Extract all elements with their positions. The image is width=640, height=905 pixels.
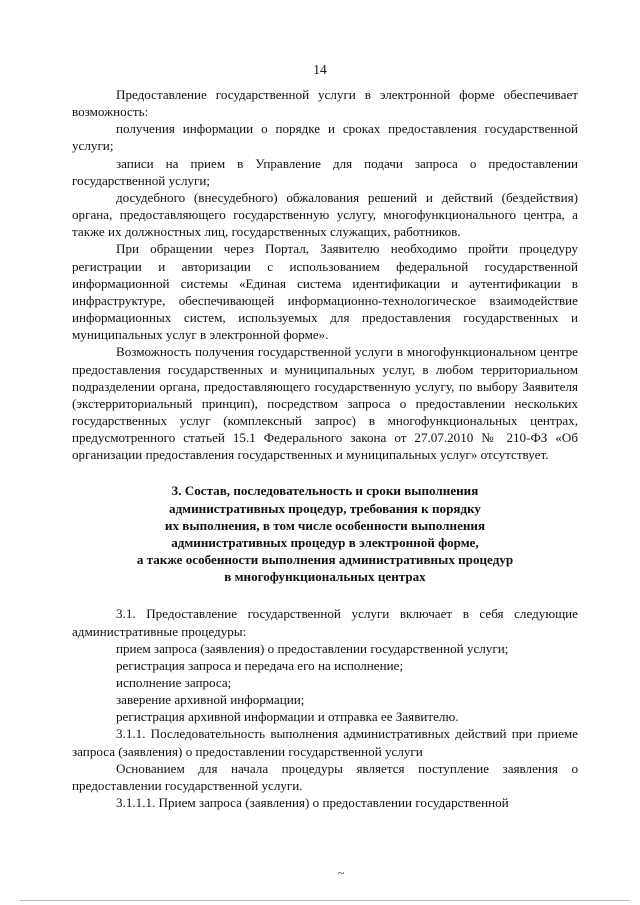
list-item: прием запроса (заявления) о предоставлении государственной услуги;: [116, 640, 509, 656]
paragraph: получения информации о порядке и сроках предоставления государственной услуги;: [72, 121, 578, 154]
scan-mark: ~: [338, 866, 345, 880]
paragraph: 3.1.1. Последовательность выполнения административных действий при приеме запроса (заявления) о предоставлении государственной услуги: [72, 726, 578, 759]
paragraph: При обращении через Портал, Заявителю необходимо пройти процедуру регистрации и авторизации с использованием федеральной государственной информационной системы «Единая система идентификации и аутентификации в инфраструктуре, обеспечивающей информационно-технологическое взаимодействие информационных систем, используемых для предоставления государственных и муниципальных услуг в электронной форме».: [72, 241, 578, 343]
paragraph: досудебного (внесудебного) обжалования решений и действий (бездействия) органа, предоставляющего государственную услугу, многофункционального центра, а также их должностных лиц, государственных служащих, работников.: [72, 189, 578, 240]
section-heading-line: в многофункциональных центрах: [224, 569, 426, 585]
page-number: 14: [313, 62, 327, 77]
section-heading-line: а также особенности выполнения административных процедур: [136, 552, 514, 568]
paragraph: 3.1. Предоставление государственной услуги включает в себя следующие административные процедуры:: [72, 606, 578, 639]
paragraph: Возможность получения государственной услуги в многофункциональном центре предоставления государственных и муниципальных услуг, в любом территориальном подразделении органа, предоставляющего государственную услугу, по выбору Заявителя (экстерриториальный принцип), посредством запроса о предоставлении нескольких государственных услуг (комплексный запрос) в многофункциональных центрах, предусмотренного статьей 15.1 Федерального закона от 27.07.2010 № 210-ФЗ «Об организации предоставления государственных и муниципальных услуг» отсутствует.: [72, 344, 578, 463]
scan-edge-line: [20, 900, 630, 901]
list-item: регистрация архивной информации и отправка ее Заявителю.: [116, 709, 459, 725]
paragraph: Предоставление государственной услуги в электронной форме обеспечивает возможность:: [72, 87, 578, 120]
document-body: [72, 86, 578, 811]
paragraph: 3.1.1.1. Прием запроса (заявления) о предоставлении государственной: [116, 795, 509, 811]
paragraph: записи на прием в Управление для подачи запроса о предоставлении государственной услуги;: [72, 155, 578, 188]
section-heading-line: административных процедур в электронной форме,: [171, 534, 479, 550]
paragraph: Основанием для начала процедуры является поступление заявления о предоставлении государственной услуги.: [72, 760, 578, 793]
section-heading-line: их выполнения, в том числе особенности выполнения: [164, 517, 486, 533]
section-heading: [72, 482, 578, 585]
list-item: заверение архивной информации;: [116, 692, 305, 708]
list-item: регистрация запроса и передача его на исполнение;: [116, 657, 404, 673]
list-item: исполнение запроса;: [116, 675, 232, 690]
section-heading-line: административных процедур, требования к порядку: [169, 500, 481, 516]
section-heading-line: 3. Состав, последовательность и сроки выполнения: [171, 483, 479, 499]
